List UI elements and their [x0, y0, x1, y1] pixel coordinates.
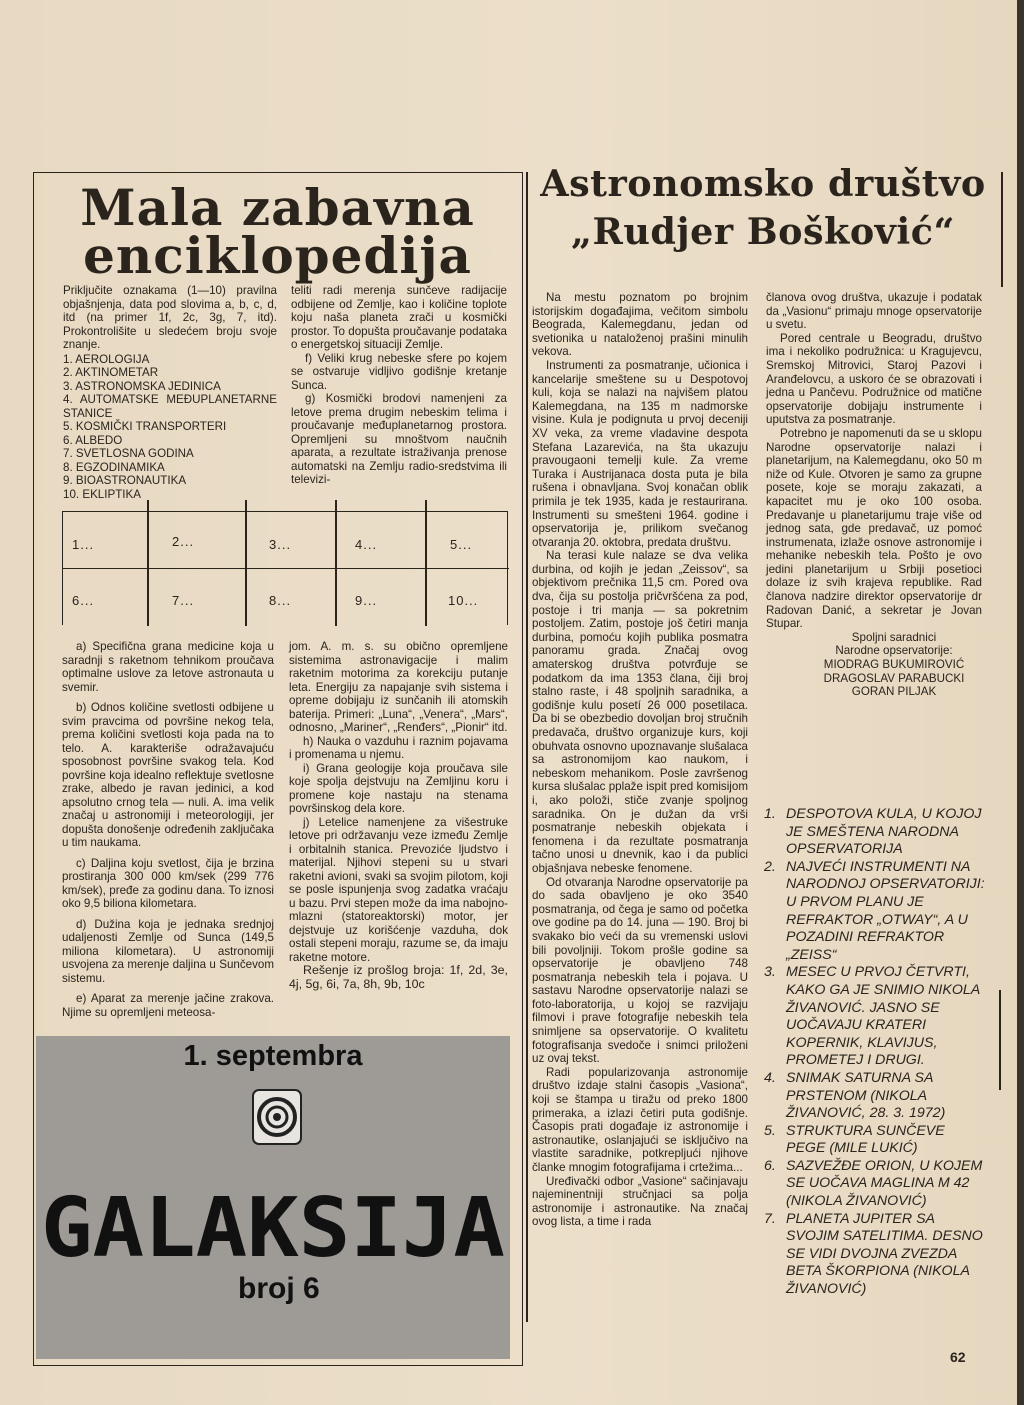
definition-paragraph: teliti radi merenja sunčeve radijacije odbijene od Zemlje, kao i količine toplote koju naša planeta zrači u kosmički prostor. To dopušta proučavanje podataka o energetskoj situaciji Zemlje. [291, 284, 507, 351]
answer-cell-5[interactable]: 5... [450, 537, 473, 552]
article-paragraph: Na terasi kule nalaze se dva velika durbina, od kojih je jedan „Zeissov“, sa objektivom prečnika 11,5 cm. Pored ova dva, čija su postolja pričvršćena za pod, postoje i tri manja — sa pokretnim postoljem. Zatim, postoje još četiri manja durbina, pomoću kojih publika posmatra panoramu grada. Značaj ovog amaterskog društva potvrđuje se podatkom da ima 1353 člana, čiji broj stalno raste, i 48 spoljnih saradnika, a godišnje kulu posetí 26 000 posetilaca. Da bi se obezbedio dovoljan broj stručnih predavača, društvo organizuje kurs, koji obuhvata osnovno upoznavanje slušalaca sa astronomijom kao naukom, i nebeskom mehanikom. Posle završenog kursa slušalac pplaže ispit pred komisijom i, ako položi, stiče zvanje spoljnog saradnika. On je dužan da vrši posmatranje nebeskih objekata i fenomena i da rezultate posmatranja tačno unosi u dnevnik, kao i da publici objašnjava nebeske fenomene. [532, 549, 748, 875]
answer-cell-4[interactable]: 4... [355, 537, 378, 552]
definition-paragraph: j) Letelice namenjene za višestruke letove pri održavanju veze između Zemlje i orbitalnih stanica. Prevoziće ljudstvo i materijal. Njihovi stepeni su u stvari raketni avioni, svaki sa svojim pilotom, koji se posle ispunjenja svog zadatka vraćaju u bazu. Prvi stepen može da ima nabojno-mlazni (statoreaktorski) motor, jer dejstvuje uz korišćenje vazduha, dok ostali stepeni moraju, razume se, da imaju raketne motore. [289, 815, 508, 964]
caption-text: MESEC U PRVOJ ČETVRTI, KAKO GA JE SNIMIO NIKOLA ŽIVANOVIĆ. JASNO SE UOČAVAJU KRATERI KOPERNIK, KLAVIJUS, PROMETEJ I DRUGI. [786, 964, 980, 1069]
term-item: 6. ALBEDO [63, 433, 123, 447]
title-rule-left [526, 172, 528, 1322]
caption-item [760, 1123, 988, 1158]
answer-cell-6[interactable]: 6... [72, 593, 95, 608]
page-spine-edge [1017, 0, 1024, 1405]
signature-line: Spoljni saradnici [851, 630, 937, 644]
society-title-line1: Astronomsko društvo [540, 162, 986, 205]
term-item: 1. AEROLOGIJA [63, 352, 150, 366]
definition-paragraph: h) Nauka o vazduhu i raznim pojavama i promenama u njemu. [289, 734, 508, 761]
ad-date: 1. septembra [183, 1040, 363, 1072]
signature-name: MIODRAG BUKUMIROVIĆ [823, 658, 965, 672]
caption-number: 6. [764, 1157, 776, 1174]
author-signature [766, 631, 982, 699]
ad-brand-text: GALAKSIJA [41, 1192, 505, 1262]
encyclopedia-col1-top [63, 284, 277, 501]
captions-rule [999, 990, 1001, 1090]
answer-cell-2[interactable]: 2... [172, 534, 195, 549]
article-paragraph: Na mestu poznatom po brojnim istorijskim događajima, večitom simbolu Beograda, Kalemegdanu, jedan od svetionika u nataloženoj prašini minulih vekova. [532, 291, 748, 359]
caption-number: 3. [764, 964, 776, 981]
caption-number: 1. [764, 806, 776, 822]
signature-line: Narodne opservatorije: [835, 644, 953, 658]
signature-name: GORAN PILJAK [851, 685, 937, 699]
article-paragraph: Radi popularizovanja astronomije društvo izdaje stalni časopis „Vasiona“, koji se štampa u tiražu od preko 1800 primeraka, a izlazi četiri puta godišnje. Časopis prati događaje iz astronomije i astronautike, oslanjajući se isključivo na vlastite saradnike, potkrepljući njihove članke mnogim fotografijama i crtežima... [532, 1065, 748, 1174]
term-item: 7. SVETLOSNA GODINA [63, 447, 194, 460]
signature-name: DRAGOSLAV PARABUCKI [823, 671, 965, 685]
definition-paragraph: g) Kosmički brodovi namenjeni za letove prema drugim nebeskim telima i proučavanje međuplanetarnog prostora. Opremljeni su mnoštvom naučnih aparata, a rezultate istraživanja prenose automatski na Zemlju radio-sredstvima ili televizi- [291, 392, 507, 486]
definition-paragraph: a) Specifična grana medicine koja u saradnji s raketnom tehnikom proučava optimalne uslove za letove astronauta u svemir. [62, 640, 274, 694]
term-item: 2. AKTINOMETAR [63, 366, 159, 379]
answer-grid [62, 511, 508, 625]
caption-text: DESPOTOVA KULA, U KOJOJ JE SMEŠTENA NARODNA OPSERVATORIJA [786, 806, 982, 858]
society-col2 [766, 291, 982, 699]
article-paragraph: Pored centrale u Beogradu, društvo ima i nekoliko podružnica: u Kragujevcu, Sremskoj Mitrovici, Staroj Pazovi i Aranđelovcu, a uskoro će se obrazovati i jedna u Pančevu. Podružnice od matične opservatorije dobijaju instrumente i uputstva za posmatranje. [766, 331, 982, 427]
caption-text: STRUKTURA SUNČEVE PEGE (MILE LUKIĆ) [786, 1122, 945, 1157]
caption-item [760, 859, 988, 965]
answer-cell-8[interactable]: 8... [269, 593, 292, 608]
caption-item [760, 1070, 988, 1123]
article-paragraph: Uređivački odbor „Vasione“ sačinjavaju najeminentniji stručnjaci sa polja astronomije i astronautike. Na značaj ovog lista, a time i rada [532, 1174, 748, 1229]
grid-divider [62, 568, 509, 569]
caption-item [760, 1158, 988, 1211]
answer-cell-3[interactable]: 3... [269, 537, 292, 552]
caption-text: PLANETA JUPITER SA SVOJIM SATELITIMA. DESNO SE VIDI DVOJNA ZVEZDA BETA ŠKORPIONA (NIKOLA ŽIVANOVIĆ) [786, 1210, 983, 1298]
grid-divider [425, 500, 427, 626]
term-item: 10. EKLIPTIKA [63, 487, 141, 501]
answer-cell-1[interactable]: 1... [72, 537, 95, 552]
caption-item [760, 964, 988, 1070]
society-title-line2: „Rudjer Bošković“ [571, 210, 955, 253]
grid-divider [245, 500, 247, 626]
encyclopedia-col1-bottom [62, 640, 274, 1019]
term-item: 8. EGZODINAMIKA [63, 460, 165, 474]
term-item: 4. AUTOMATSKE MEĐUPLANETARNE STANICE [63, 393, 277, 420]
grid-divider [147, 500, 149, 626]
caption-number: 2. [764, 858, 776, 875]
ad-brand-wordmark [36, 1192, 510, 1262]
caption-number: 4. [764, 1069, 776, 1086]
answer-cell-10[interactable]: 10... [448, 593, 479, 608]
caption-number: 7. [764, 1210, 776, 1227]
definition-paragraph: i) Grana geologije koja proučava sile koje spolja dejstvuju na Zemljinu koru i promene koje nastaju na stenama površinskog dela kore. [289, 761, 508, 815]
caption-item [760, 806, 988, 859]
solution-line: Rešenje iz prošlog broja: 1f, 2d, 3e, 4j, 5g, 6i, 7a, 8h, 9b, 10c [289, 963, 508, 991]
term-item: 5. KOSMIČKI TRANSPORTERI [63, 420, 227, 433]
definition-paragraph: f) Veliki krug nebeske sfere po kojem se ostvaruje vidljivo godišnje kretanje Sunca. [291, 351, 507, 392]
article-paragraph: članova ovog društva, ukazuje i podatak da „Vasionu“ primaju mnoge opservatorije u svetu. [766, 291, 982, 332]
caption-text: SNIMAK SATURNA SA PRSTENOM (NIKOLA ŽIVANOVIĆ, 28. 3. 1972) [786, 1069, 946, 1122]
caption-number: 5. [764, 1122, 776, 1139]
grid-divider [335, 500, 337, 626]
ad-issue: broj 6 [238, 1272, 320, 1305]
term-item: 3. ASTRONOMSKA JEDINICA [63, 379, 221, 393]
title-rule-right [1001, 172, 1003, 287]
term-item: 9. BIOASTRONAUTIKA [63, 474, 187, 487]
caption-text: SAZVEŽĐE ORION, U KOJEM SE UOČAVA MAGLINA M 42 (NIKOLA ŽIVANOVIĆ) [786, 1157, 983, 1210]
definition-paragraph: jom. A. m. s. su obično opremljene sistemima astronavigacije i malim raketnim motorima za korekciju putanje leta. Energiju za napajanje svih sistema i opreme dobijaju iz sunčanih ili atomskih baterija. Primeri: „Luna“, „Venera“, „Mars“, odnosno, „Mariner“, „Renđers“, „Pionir“ itd. [289, 640, 508, 734]
definition-paragraph: e) Aparat za merenje jačine zrakova. Njime su opremljeni meteosa- [62, 992, 274, 1019]
page-number: 62 [950, 1349, 966, 1365]
ad-brand [36, 1192, 510, 1262]
definition-paragraph: b) Odnos količine svetlosti odbijene u svim pravcima od površine nekog tela, prema količini svetlosti koja pada na to telo. A. karakteriše odražavajuću sposobnost površine svakog tela. Kod površine koja idealno reflektuje svetlosne zrake, albedo je ravan jedinici, a kod apsolutno crnog tela — nuli. A. ima velik značaj u astronomiji i meteorologiji, jer dopušta donošenje određenih zaključaka u tim naukama. [62, 701, 274, 849]
photo-captions [760, 806, 988, 1299]
encyclopedia-col2-bottom [289, 640, 508, 991]
society-col1 [532, 291, 748, 1229]
caption-item [760, 1211, 988, 1299]
caption-text: NAJVEĆI INSTRUMENTI NA NARODNOJ OPSERVATORIJI: U PRVOM PLANU JE REFRAKTOR „OTWAY“, A U POZADINI REFRAKTOR „ZEISS“ [786, 858, 985, 963]
definition-paragraph: d) Dužina koja je jednaka srednjoj udaljenosti Zemlje od Sunca (149,5 miliona kilometara). U astronomiji usvojena za merenje daljina u Sunčevom sistemu. [62, 917, 274, 985]
encyclopedia-col2-top [291, 284, 507, 487]
article-paragraph: Od otvaranja Narodne opservatorije pa do sada obavljeno je oko 3540 posmatranja, od čega je samo od početka ove godine pa do 14. juna — 190. Broj bi svakako bio veći da su vremenski uslovi bili povoljniji. Tokom prošle godine sa opservatorije je obavljeno 748 posmatranja nebeskih tela i pojava. U sastavu Narodne opservatorije nalazi se foto-laboratorija, u kojoj se razvijaju filmovi i prave fotografije nebeskih tela snimljene sa opservatorije. O kvalitetu fotografisanja svedoče i snimci priloženi uz ovaj tekst. [532, 875, 748, 1066]
answer-cell-7[interactable]: 7... [172, 593, 195, 608]
encyclopedia-title-line1: Mala zabavna [80, 178, 475, 237]
intro-paragraph: Priključite oznakama (1—10) pravilna objašnjenja, data pod slovima a, b, c, d, itd (na primer 1f, 2c, 3g, 7, itd). Prokontrolišite u sledećem broju svoje znanje. [63, 284, 277, 351]
encyclopedia-title-line2: enciklopedija [83, 226, 472, 285]
answer-cell-9[interactable]: 9... [355, 593, 378, 608]
galaksija-logo-icon [250, 1087, 304, 1147]
article-paragraph: Potrebno je napomenuti da se u sklopu Narodne opservatorije nalazi i planetarijum, na Kalemegdanu, oko 50 m niže od Kule. Otvoren je samo za grupne posete, koje se moraju zakazati, a kapacitet mu je oko 100 osoba. Predavanje u planetarijumu traje više od jednog sata, gde predavač, uz pomoć instrumenata, izlaže osnove astronomije i mehanike nebeskih tela. Pošto je ovo jedini planetarijum u Srbiji posetioci dolaze iz svih krajeva republike. Rad članova nadzire direktor opservatorije dr Radovan Danić, a sekretar je Jovan Stupar. [766, 426, 982, 631]
definition-paragraph: c) Daljina koju svetlost, čija je brzina prostiranja 300 000 km/sek (299 776 km/sek), pređe za godinu dana. To iznosi oko 9,5 biliona kilometara. [62, 856, 274, 910]
term-list [63, 353, 277, 502]
article-paragraph: Instrumenti za posmatranje, učionica i kancelarije smeštene su u Despotovoj kuli, koja se nalazi na najvišem platou Kalemegdana, na 135 m nadmorske visine. Kula je podignuta u prvoj deceniji XV veka, za vreme vladavine despota Stefana Lazarevića, na šta ukazuju pravougaoni temelji kule. Za vreme Turaka i Austrijanaca dosta puta je bila rušena i obnavljana. Svoj konačan oblik primila je tek 1935, kada je restaurirana. Instrumenti su smešteni 1964. godine i opservatorija je, prilikom svečanog otvaranja 20. oktobra, predata društvu. [532, 358, 748, 549]
